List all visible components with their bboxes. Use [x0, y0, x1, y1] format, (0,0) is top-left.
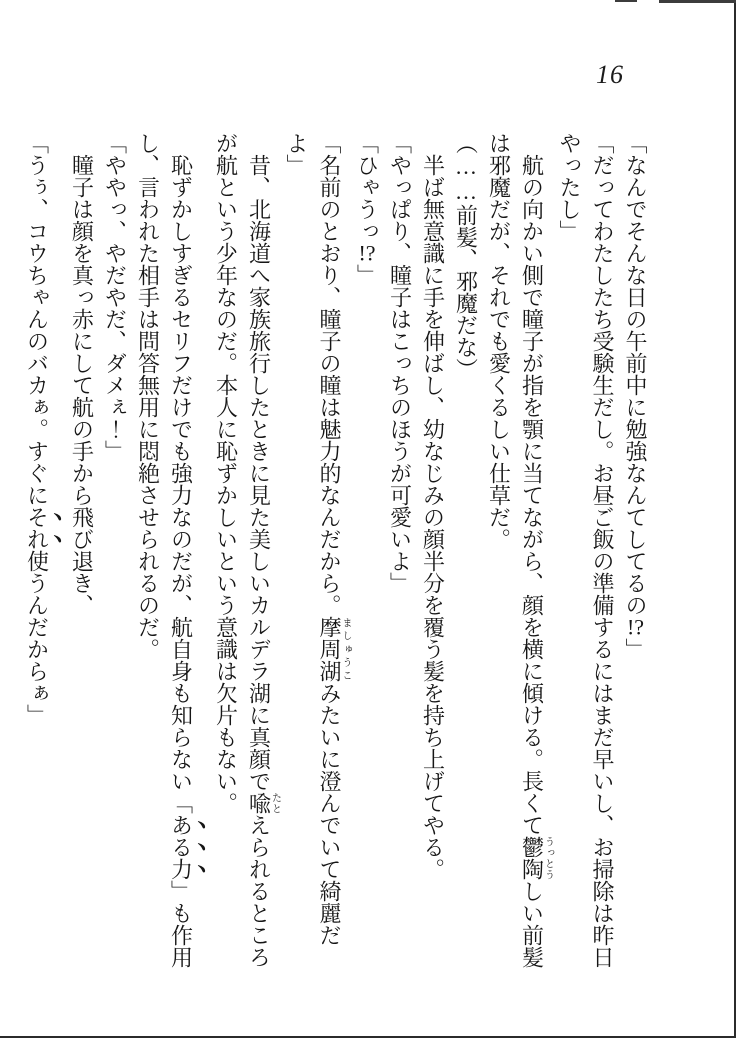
text-run: 航の向かい側で瞳子が指を顎に当てながら、顔を横に傾ける。長くて: [519, 154, 545, 836]
text-line: [99, 132, 132, 972]
text-run: 半ば無意識に手を伸ばし、幼なじみの顔半分を覆う髪を持ち上げてやる。: [420, 154, 446, 880]
page-edge-top-segment: [615, 0, 637, 2]
text-line: [450, 132, 483, 972]
ruby-annotated-text: 摩周湖ましゅうこ: [317, 616, 351, 682]
text-run: 「なんでそんな日の午前中に勉強なんてしてるの: [623, 132, 648, 616]
text-line: [132, 132, 210, 972]
tate-chu-yoko-text: !?: [626, 616, 645, 638]
text-run: しい前髪は邪魔だが、それでも愛くるしい仕草だ。: [486, 132, 545, 968]
text-line: [619, 132, 652, 972]
text-line: [417, 132, 450, 972]
text-run: 「うぅ、コウちゃんのバカぁ。すぐに: [24, 132, 50, 506]
text-run: えられるところが航という少年なのだ。本人に恥ずかしいという意識は欠片もない。: [213, 132, 272, 968]
ruby-annotated-text: 鬱陶うっとう: [519, 836, 554, 880]
text-line: [21, 132, 66, 972]
page-edge-top-segment: [659, 0, 736, 3]
text-run: 「名前のとおり、瞳子の瞳は魅力的なんだから。: [317, 132, 342, 616]
text-run: 恥ずかしすぎるセリフだけでも強力なのだが、航自身も知らない「: [168, 154, 194, 814]
text-run: 「ややっ、やだやだ、ダメぇ！」: [102, 132, 128, 462]
text-run: 」も作用し、言われた相手は問答無用に悶絶させられるのだ。: [135, 132, 194, 968]
novel-text: [24, 132, 652, 972]
text-line: [553, 132, 619, 972]
text-line: [210, 132, 281, 972]
text-run: 「だってわたしたち受験生だし。お昼ご飯の準備するにはまだ早いし、お掃除は昨日やったし」: [557, 132, 615, 968]
text-line: [483, 132, 554, 972]
text-run: 「やっぱり、瞳子はこっちのほうが可愛いよ」: [387, 132, 413, 594]
text-line: [384, 132, 417, 972]
text-line: [280, 132, 351, 972]
text-run: （……前髪、邪魔だな）: [453, 132, 479, 380]
text-run: みたいに澄んでいて綺麗だよ」: [284, 132, 342, 946]
text-run: 「ひゃうっ: [354, 132, 380, 242]
ruby-annotated-text: 喩たと: [246, 792, 281, 814]
tate-chu-yoko-text: !?: [358, 242, 376, 264]
text-line: [351, 132, 384, 972]
text-run: 使うんだからぁ」: [24, 550, 50, 726]
emphasized-text: ある力: [168, 814, 194, 880]
text-run: 」: [623, 638, 648, 660]
emphasized-text: それ: [24, 506, 50, 550]
text-run: 瞳子は顔を真っ赤にして航の手から飛び退き、: [69, 154, 95, 616]
page-number: 16: [596, 60, 624, 89]
text-run: 昔、北海道へ家族旅行したときに見た美しいカルデラ湖に真顔で: [246, 154, 272, 792]
text-run: 」: [354, 264, 380, 286]
text-line: [66, 132, 99, 972]
